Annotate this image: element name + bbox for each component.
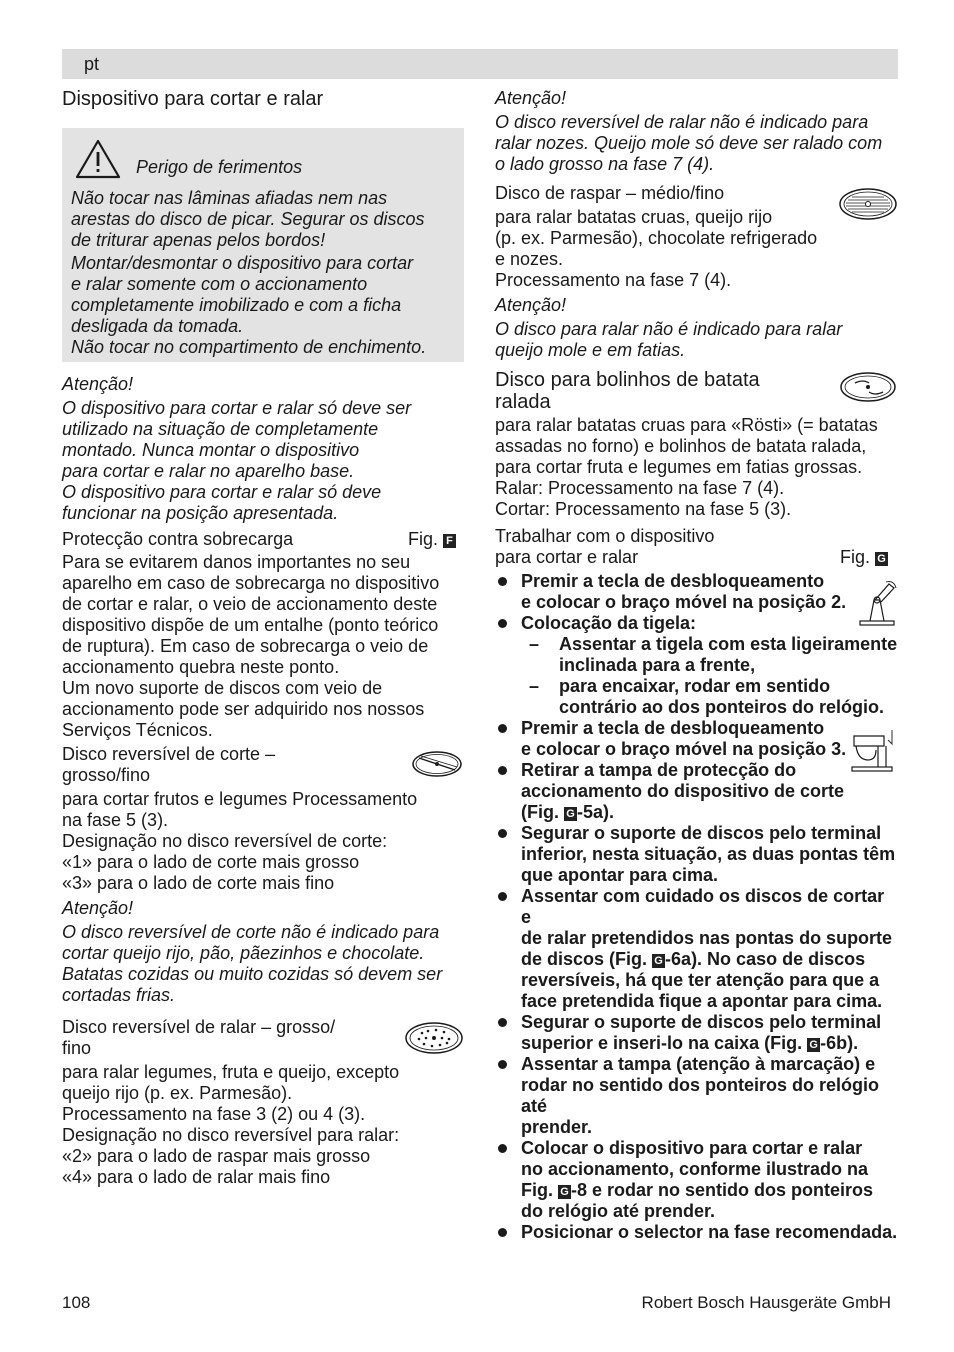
overload-title: Protecção contra sobrecarga: [62, 529, 294, 549]
warning-text: Não tocar nas lâminas afiadas nem nas arestas do disco de picar. Segurar os discos de triturar apenas pelos bordos! Montar/desmontar o dispositivo para cortar e ralar somente com o accionamento completamente imobilizado e com a ficha desligada da tomada. Não tocar no compartimento de enchimento.: [71, 188, 427, 357]
list-item: Assentar com cuidado os discos de cortar e de ralar pretendidos nas pontas do suporte de discos (Fig. G -6a). No caso de discos reversíveis, há que ter atenção para que a face pretendida fique a apontar para cima.: [495, 886, 898, 1012]
list-item: Segurar o suporte de discos pelo terminal superior e inseri-lo na caixa (Fig. G -6b).: [495, 1012, 898, 1054]
overload-section: Protecção contra sobrecarga Fig. F Para se evitarem danos importantes no seu aparelho em caso de sobrecarga no dispositivo de cortar e ralar, o veio de accionamento deste dispositivo dispõe de um entalhe (ponto teórico de ruptura). Em caso de sobrecarga o veio de accionamento quebra neste ponto. Um novo suporte de discos com veio de accionamento pode ser adquirido nos nossos Serviços Técnicos.: [62, 529, 456, 741]
fig-g-icon: G: [558, 1185, 571, 1199]
machine-arm-position-2-icon: [856, 578, 898, 628]
disc-scrape-title: Disco de raspar – médio/fino: [495, 183, 725, 203]
slicing-disc-icon: [411, 750, 463, 778]
fig-g-icon: G: [652, 954, 665, 968]
warning-triangle-icon: [74, 138, 122, 180]
warning-title: Perigo de ferimentos: [136, 157, 303, 177]
list-item: Segurar o suporte de discos pelo terminal inferior, nesta situação, as duas pontas têm que apontar para cima.: [495, 823, 898, 886]
list-item: Retirar a tampa de protecção do accionamento do dispositivo de corte (Fig. G -5a).: [495, 760, 898, 823]
disc-potato-title: Disco para bolinhos de batata ralada: [495, 369, 760, 413]
potato-disc-icon: [839, 371, 897, 403]
disc-grate-section: Disco reversível de ralar – grosso/ fino para ralar legumes, fruta e queijo, excepto queijo rijo (p. ex. Parmesão). Processamento na fase 3 (2) ou 4 (3). Designação no disco reversível para ralar: «2» para o lado de raspar mais grosso «4» para o lado de ralar mais fino: [62, 1017, 464, 1188]
overload-fig-ref: Fig. F: [408, 529, 456, 550]
attention-block-top: Atenção! O disco reversível de ralar não é indicado para ralar nozes. Queijo mole só deve ser ralado com o lado grosso na fase 7 (4).: [495, 88, 883, 174]
steps-list: [495, 571, 898, 1243]
list-item: Premir a tecla de desbloqueamento e colocar o braço móvel na posição 3.: [495, 718, 898, 760]
scraping-disc-icon: [838, 187, 898, 221]
attention-block-1: Atenção! O dispositivo para cortar e ralar só deve ser utilizado na situação de completamente montado. Nunca montar o dispositivo para cortar e ralar no aparelho base. O dispositivo para cortar e ralar só deve funcionar na posição apresentada.: [62, 374, 412, 523]
disc-scrape-section: Disco de raspar – médio/fino para ralar batatas cruas, queijo rijo (p. ex. Parmesão), chocolate refrigerado e nozes. Processamento na fase 7 (4). Atenção! O disco para ralar não é indicado para ralar queijo mole e em fatias.: [495, 183, 898, 361]
disc-grate-title: Disco reversível de ralar – grosso/ fino: [62, 1017, 336, 1058]
working-fig-ref: Fig. G: [840, 547, 888, 568]
section-title: Dispositivo para cortar e ralar: [62, 88, 324, 110]
company-name: Robert Bosch Hausgeräte GmbH: [641, 1293, 891, 1312]
warning-box: [62, 128, 464, 362]
machine-arm-position-3-icon: [848, 726, 898, 774]
list-item: Posicionar o selector na fase recomendada.: [495, 1222, 898, 1243]
disc-cut-section: Disco reversível de corte – grosso/fino para cortar frutos e legumes Processamento na fase 5 (3). Designação no disco reversível de corte: «1» para o lado de corte mais grosso «3» para o lado de corte mais fino Atenção! O disco reversível de corte não é indicado para cortar queijo rijo, pão, pãezinhos e chocolate. Batatas cozidas ou muito cozidas só devem ser cortadas frias.: [62, 744, 464, 1006]
working-section: [495, 526, 898, 1243]
disc-cut-title: Disco reversível de corte – grosso/fino: [62, 744, 276, 785]
language-code: pt: [84, 54, 100, 74]
fig-g-icon: G: [807, 1038, 820, 1052]
list-item: Premir a tecla de desbloqueamento e colocar o braço móvel na posição 2.: [495, 571, 898, 613]
language-bar: [62, 49, 898, 79]
page-number: 108: [62, 1293, 91, 1312]
list-item: Assentar a tampa (atenção à marcação) e rodar no sentido dos ponteiros do relógio até prender.: [495, 1054, 898, 1138]
fig-g-icon: G: [564, 807, 577, 821]
grating-disc-icon: [404, 1021, 464, 1055]
working-title: Trabalhar com o dispositivo para cortar e ralar Fig. G: [495, 526, 898, 568]
sub-list-item: – para encaixar, rodar em sentido contrário ao dos ponteiros do relógio.: [521, 676, 898, 718]
fig-g-icon: G: [875, 552, 888, 566]
disc-potato-section: Disco para bolinhos de batata ralada para ralar batatas cruas para «Rösti» (= batatas assadas no forno) e bolinhos de batata ralada, para cortar fruta e legumes em fatias grossas. Ralar: Processamento na fase 7 (4). Cortar: Processamento na fase 5 (3).: [495, 369, 898, 520]
list-item: Colocar o dispositivo para cortar e ralar no accionamento, conforme ilustrado na Fig. G -8 e rodar no sentido dos ponteiros do relógio até prender.: [495, 1138, 898, 1222]
fig-f-icon: F: [443, 534, 456, 548]
sub-list-item: – Assentar a tigela com esta ligeiramente inclinada para a frente,: [521, 634, 898, 676]
sub-list: [521, 634, 898, 718]
list-item: Colocação da tigela: – Assentar a tigela com esta ligeiramente inclinada para a frente, – para encaixar, rodar em sentido contrário ao dos ponteiros do relógio.: [495, 613, 898, 718]
